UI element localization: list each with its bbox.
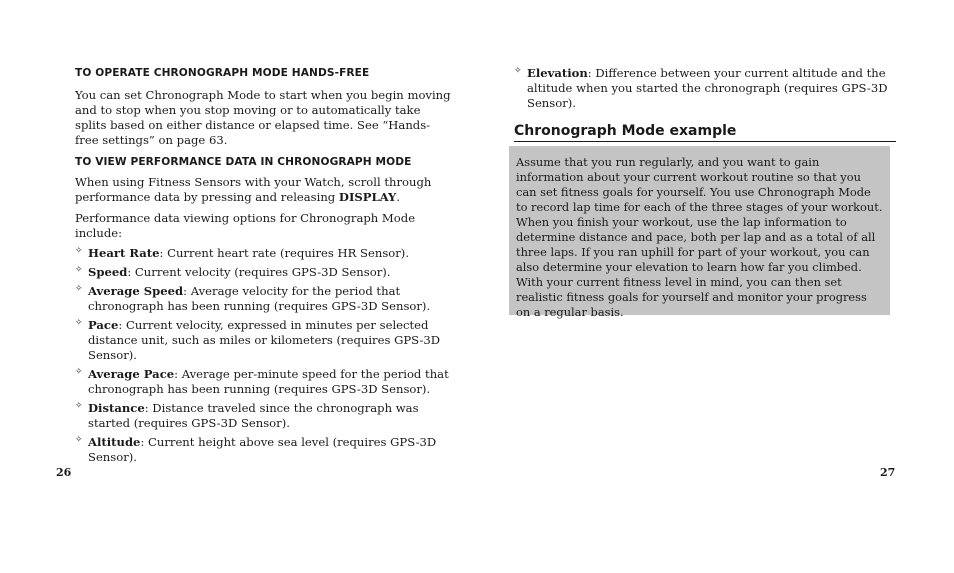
page-number-right: 27 xyxy=(880,466,896,479)
diamond-bullet-icon: ✧ xyxy=(75,435,83,445)
list-item xyxy=(75,284,451,314)
option-term: Average Speed xyxy=(88,284,184,298)
display-intro-end: . xyxy=(396,190,401,204)
diamond-bullet-icon: ✧ xyxy=(75,265,83,275)
right-page-content xyxy=(514,66,896,142)
option-term: Heart Rate xyxy=(88,246,160,260)
diamond-bullet-icon: ✧ xyxy=(514,66,522,76)
heading-view-performance: TO VIEW PERFORMANCE DATA IN CHRONOGRAPH MODE xyxy=(75,156,412,168)
option-desc: : Average velocity for the period that chronograph has been running (requires GPS-3D Sensor). xyxy=(88,284,431,313)
page-number-left: 26 xyxy=(56,466,72,479)
diamond-bullet-icon: ✧ xyxy=(75,401,83,411)
diamond-bullet-icon: ✧ xyxy=(75,284,83,294)
option-desc: : Difference between your current altitude and the altitude when you started the chronograph (requires GPS-3D Sensor). xyxy=(527,66,888,110)
list-item xyxy=(75,435,451,465)
option-term: Distance xyxy=(88,401,145,415)
list-item xyxy=(75,246,451,261)
list-item xyxy=(75,401,451,431)
option-desc: : Current height above sea level (requires GPS-3D Sensor). xyxy=(88,435,437,464)
performance-options-list xyxy=(75,246,451,465)
diamond-bullet-icon: ✧ xyxy=(75,367,83,377)
list-item xyxy=(75,367,451,397)
heading-hands-free: TO OPERATE CHRONOGRAPH MODE HANDS-FREE xyxy=(75,67,370,79)
diamond-bullet-icon: ✧ xyxy=(75,318,83,328)
list-item xyxy=(75,318,451,363)
diamond-bullet-icon: ✧ xyxy=(75,246,83,256)
option-term: Average Pace xyxy=(88,367,175,381)
display-intro-text: When using Fitness Sensors with your Watch, scroll through performance data by pressing and releasing xyxy=(75,175,432,204)
option-desc: : Current velocity (requires GPS-3D Sensor). xyxy=(127,265,391,279)
option-desc: : Distance traveled since the chronograph was started (requires GPS-3D Sensor). xyxy=(88,401,419,430)
paragraph-hands-free: You can set Chronograph Mode to start when you begin moving and to stop when you stop moving or to automatically take splits based on either distance or elapsed time. See “Hands-free settings” on page 63. xyxy=(75,88,451,147)
display-key-label: DISPLAY xyxy=(338,190,397,204)
paragraph-viewing-options: Performance data viewing options for Chronograph Mode include: xyxy=(75,211,416,240)
list-item xyxy=(75,265,451,280)
example-callout-box xyxy=(509,146,890,319)
option-desc: : Current velocity, expressed in minutes per selected distance unit, such as miles or kilometers (requires GPS-3D Sensor). xyxy=(88,318,441,362)
paragraph-display-instructions xyxy=(75,175,451,205)
option-term: Pace xyxy=(88,318,119,332)
option-term: Speed xyxy=(88,265,128,279)
performance-options-list-continued xyxy=(514,66,896,111)
option-term: Altitude xyxy=(88,435,141,449)
section-title-example: Chronograph Mode example xyxy=(514,122,896,142)
option-term: Elevation xyxy=(527,66,588,80)
list-item xyxy=(514,66,896,111)
option-desc: : Average per-minute speed for the period that chronograph has been running (requires GPS-3D Sensor). xyxy=(88,367,449,396)
example-text: Assume that you run regularly, and you want to gain information about your current workout routine so that you can set fitness goals for yourself. You use Chronograph Mode to record lap time for each of the three stages of your workout. When you finish your workout, use the lap information to determine distance and pace, both per lap and as a total of all three laps. If you ran uphill for part of your workout, you can also determine your elevation to learn how far you climbed. With your current fitness level in mind, you can then set realistic fitness goals for yourself and monitor your progress on a regular basis. xyxy=(516,155,883,319)
left-page-content xyxy=(75,66,451,469)
option-desc: : Current heart rate (requires HR Sensor). xyxy=(159,246,410,260)
